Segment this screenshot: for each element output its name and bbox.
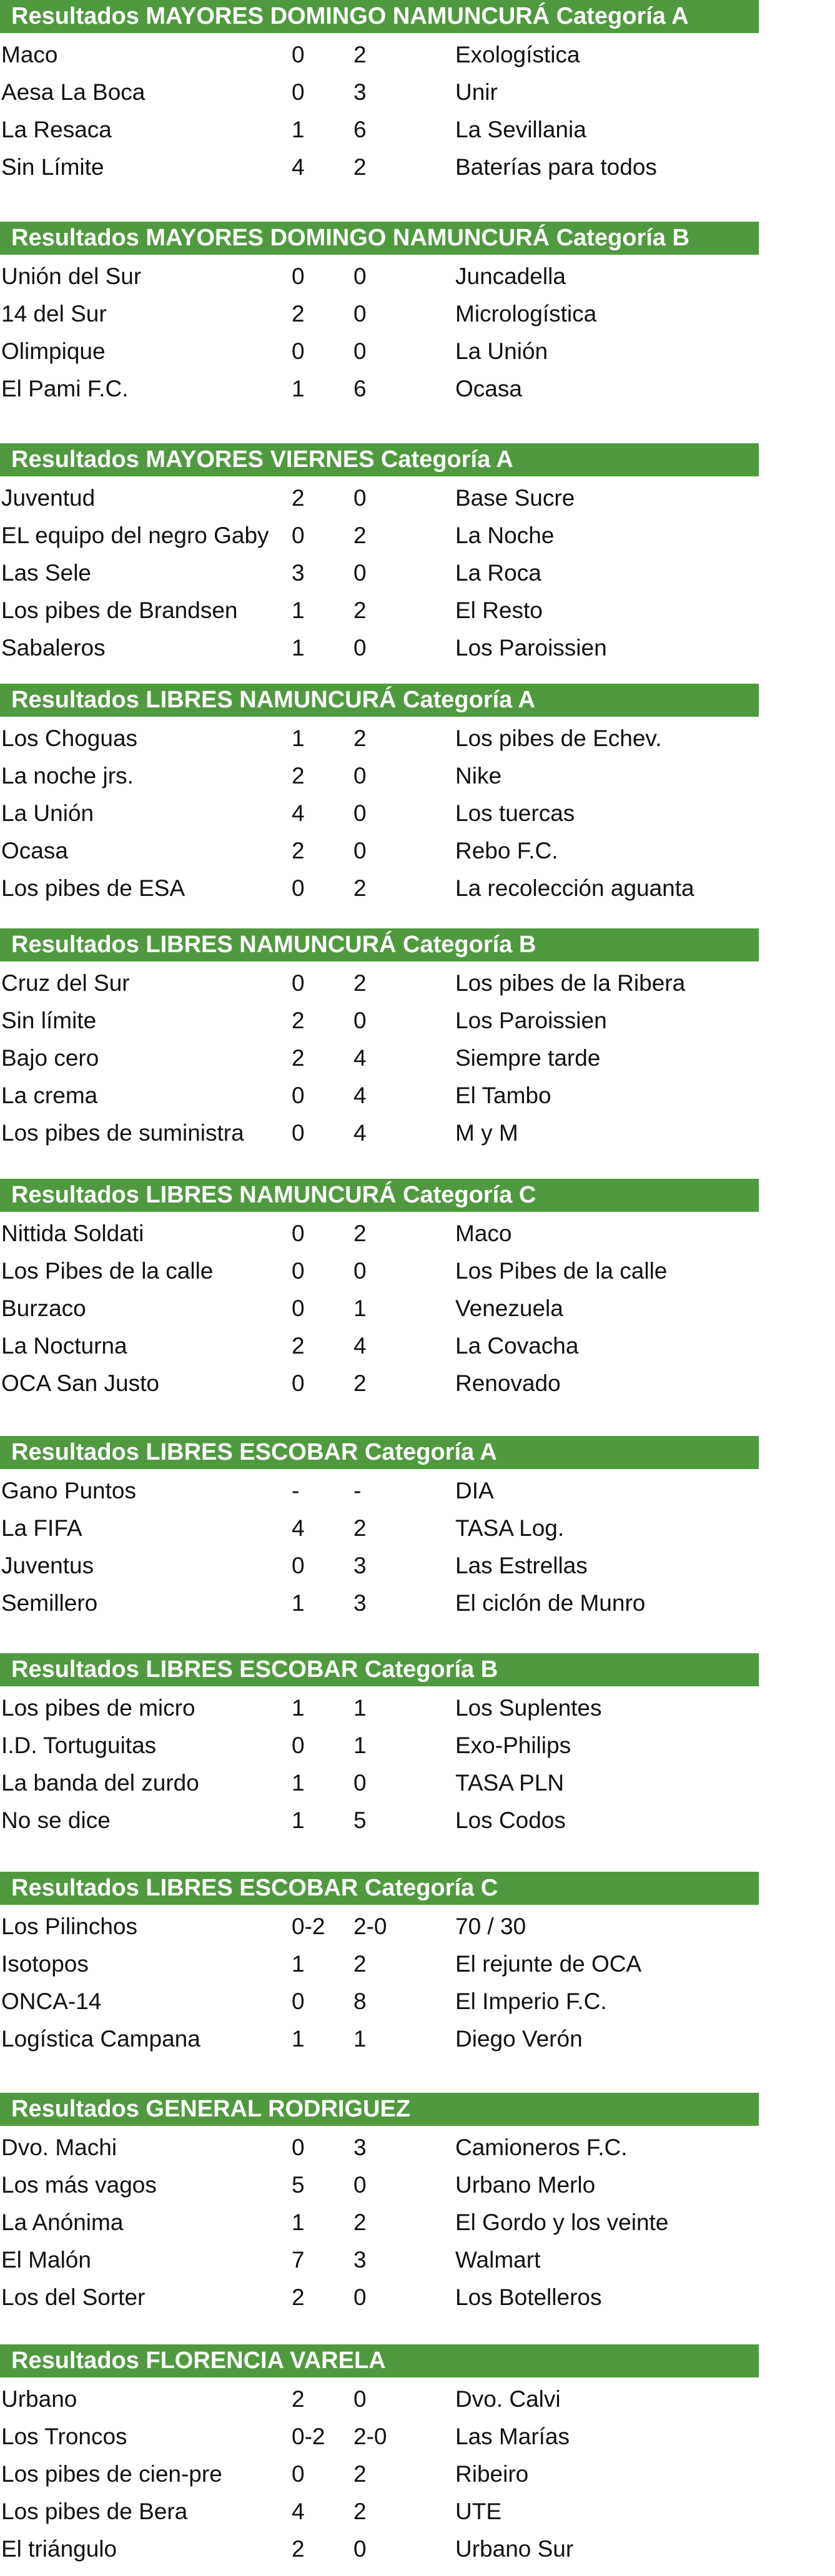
away-score: 0: [353, 560, 367, 586]
match-row: [0, 149, 835, 185]
home-team: Sin Límite: [1, 154, 104, 180]
match-row: [0, 37, 835, 73]
away-score: 4: [353, 1083, 367, 1108]
away-team: Maco: [455, 1221, 512, 1246]
away-team: La Noche: [455, 523, 555, 548]
home-score: 1: [292, 117, 305, 142]
home-score: 0: [292, 263, 305, 289]
home-team: El Pami F.C.: [1, 376, 129, 401]
away-team: Los pibes de la Ribera: [455, 970, 686, 996]
away-team: Siempre tarde: [455, 1045, 601, 1071]
home-score: 1: [292, 1807, 305, 1833]
home-team: Las Sele: [1, 560, 91, 586]
home-score: 0: [292, 2461, 305, 2487]
away-score: 2: [353, 2499, 367, 2524]
home-score: 0: [292, 2135, 305, 2160]
away-team: La recolección aguanta: [455, 875, 694, 901]
home-team: Logística Campana: [1, 2026, 200, 2052]
away-score: 2: [353, 970, 367, 996]
match-row: [0, 1909, 835, 1945]
results-section: [0, 1436, 835, 1616]
results-section: [0, 2093, 835, 2310]
home-team: Dvo. Machi: [1, 2135, 117, 2160]
home-team: La Resaca: [1, 117, 112, 142]
results-section: [0, 0, 835, 180]
away-team: Los Paroissien: [455, 1008, 607, 1033]
home-score: 5: [292, 2172, 305, 2198]
away-score: 2: [353, 2210, 367, 2235]
away-score: 0: [353, 838, 367, 863]
away-team: Ocasa: [455, 376, 522, 401]
away-team: Renovado: [455, 1370, 561, 1396]
home-score: 1: [292, 597, 305, 623]
home-score: 2: [292, 1008, 305, 1033]
home-score: 1: [292, 725, 305, 751]
home-score: 0-2: [292, 2424, 325, 2449]
home-score: 2: [292, 2284, 305, 2310]
match-row: [0, 758, 835, 794]
away-score: 3: [353, 2135, 367, 2160]
home-team: La FIFA: [1, 1515, 82, 1541]
results-section: [0, 443, 835, 661]
section-title: Resultados GENERAL RODRIGUEZ: [0, 2093, 759, 2126]
away-score: 0: [353, 2172, 367, 2198]
away-team: TASA Log.: [455, 1515, 565, 1541]
away-score: 1: [353, 1733, 367, 1758]
match-row: [0, 1040, 835, 1076]
results-section: [0, 1179, 835, 1396]
away-team: Rebo F.C.: [455, 838, 558, 863]
away-score: 2: [353, 597, 367, 623]
home-score: 1: [292, 2026, 305, 2052]
match-row: [0, 965, 835, 1001]
home-score: 1: [292, 635, 305, 661]
away-team: Los tuercas: [455, 800, 575, 826]
home-team: Los Pilinchos: [1, 1914, 138, 1939]
away-team: El Tambo: [455, 1083, 551, 1108]
away-team: Los Pibes de la calle: [455, 1258, 668, 1284]
home-team: No se dice: [1, 1807, 111, 1833]
away-score: 3: [353, 79, 367, 105]
away-score: 4: [353, 1120, 367, 1146]
away-team: La Sevillania: [455, 117, 586, 142]
away-team: Los Codos: [455, 1807, 566, 1833]
section-title: Resultados LIBRES ESCOBAR Categoría B: [0, 1653, 759, 1686]
match-row: [0, 1690, 835, 1726]
home-score: 3: [292, 560, 305, 586]
match-row: [0, 2494, 835, 2530]
away-team: Juncadella: [455, 263, 566, 289]
home-score: 0: [292, 338, 305, 364]
away-team: DIA: [455, 1478, 494, 1503]
away-score: 2: [353, 875, 367, 901]
match-row: [0, 371, 835, 407]
match-row: [0, 1290, 835, 1327]
away-score: 2-0: [353, 2424, 387, 2449]
home-score: 0: [292, 1553, 305, 1578]
home-team: Olimpique: [1, 338, 106, 364]
home-score: 0: [292, 42, 305, 67]
home-score: 1: [292, 1695, 305, 1721]
home-team: Los pibes de Brandsen: [1, 597, 238, 623]
home-team: Maco: [1, 42, 58, 67]
home-score: 0: [292, 523, 305, 548]
away-score: 0: [353, 301, 367, 327]
away-score: 2: [353, 1515, 367, 1541]
home-team: El triángulo: [1, 2536, 117, 2562]
away-score: 3: [353, 1590, 367, 1616]
away-score: 2: [353, 42, 367, 67]
away-team: Unir: [455, 79, 498, 105]
home-team: La banda del zurdo: [1, 1770, 199, 1796]
away-score: 6: [353, 117, 367, 142]
home-score: 0: [292, 1370, 305, 1396]
away-score: 1: [353, 1295, 367, 1321]
away-score: 0: [353, 635, 367, 661]
away-team: El rejunte de OCA: [455, 1951, 642, 1977]
section-title: Resultados LIBRES NAMUNCURÁ Categoría C: [0, 1179, 759, 1212]
away-score: 8: [353, 1989, 367, 2014]
match-row: [0, 480, 835, 516]
home-score: 0: [292, 1295, 305, 1321]
away-team: El Gordo y los veinte: [455, 2210, 669, 2235]
home-score: 1: [292, 2210, 305, 2235]
results-section: [0, 684, 835, 901]
home-score: 4: [292, 2499, 305, 2524]
home-score: 2: [292, 485, 305, 511]
away-team: Diego Verón: [455, 2026, 583, 2052]
home-score: -: [292, 1478, 300, 1503]
match-row: [0, 2279, 835, 2316]
match-row: [0, 1473, 835, 1509]
away-team: Urbano Merlo: [455, 2172, 596, 2198]
results-section: [0, 2344, 835, 2562]
home-score: 0: [292, 875, 305, 901]
home-team: ONCA-14: [1, 1989, 102, 2014]
home-score: 2: [292, 301, 305, 327]
home-score: 1: [292, 1770, 305, 1796]
section-title: Resultados FLORENCIA VARELA: [0, 2344, 759, 2377]
match-row: [0, 2242, 835, 2278]
section-title: Resultados MAYORES DOMINGO NAMUNCURÁ Categoría B: [0, 222, 759, 255]
match-row: [0, 1078, 835, 1114]
away-score: 2-0: [353, 1914, 387, 1939]
away-team: Urbano Sur: [455, 2536, 574, 2562]
match-row: [0, 720, 835, 757]
away-team: Exologística: [455, 42, 580, 67]
away-score: 2: [353, 1221, 367, 1246]
match-row: [0, 2167, 835, 2203]
home-score: 1: [292, 1590, 305, 1616]
match-row: [0, 1946, 835, 1982]
home-score: 4: [292, 1515, 305, 1541]
away-team: Los pibes de Echev.: [455, 725, 662, 751]
away-team: Micrologística: [455, 301, 597, 327]
away-score: 2: [353, 725, 367, 751]
away-team: Venezuela: [455, 1295, 563, 1321]
match-row: [0, 870, 835, 907]
home-score: 4: [292, 800, 305, 826]
away-score: 0: [353, 338, 367, 364]
away-score: 3: [353, 2247, 367, 2273]
home-team: Los pibes de micro: [1, 1695, 195, 1721]
away-score: 2: [353, 1951, 367, 1977]
away-score: 0: [353, 2386, 367, 2412]
home-team: Semillero: [1, 1590, 98, 1616]
home-score: 0: [292, 1221, 305, 1246]
home-score: 0: [292, 1258, 305, 1284]
away-team: El ciclón de Munro: [455, 1590, 646, 1616]
home-score: 4: [292, 154, 305, 180]
match-row: [0, 1510, 835, 1546]
home-team: Unión del Sur: [1, 263, 142, 289]
home-score: 0: [292, 1120, 305, 1146]
home-team: El Malón: [1, 2247, 91, 2273]
match-row: [0, 333, 835, 370]
away-score: 0: [353, 1258, 367, 1284]
home-team: La Nocturna: [1, 1333, 127, 1359]
section-title: Resultados LIBRES ESCOBAR Categoría A: [0, 1436, 759, 1469]
away-score: 3: [353, 1553, 367, 1578]
away-team: M y M: [455, 1120, 518, 1146]
match-row: [0, 795, 835, 832]
home-team: OCA San Justo: [1, 1370, 159, 1396]
home-team: Sin límite: [1, 1008, 97, 1033]
away-score: 1: [353, 2026, 367, 2052]
match-row: [0, 1984, 835, 2020]
away-score: 5: [353, 1807, 367, 1833]
away-team: El Resto: [455, 597, 543, 623]
section-title: Resultados MAYORES DOMINGO NAMUNCURÁ Categoría A: [0, 0, 759, 33]
home-team: Aesa La Boca: [1, 79, 146, 105]
away-team: Las Marías: [455, 2424, 570, 2449]
away-score: 2: [353, 2461, 367, 2487]
away-score: 4: [353, 1045, 367, 1071]
match-row: [0, 555, 835, 591]
away-score: 0: [353, 1770, 367, 1796]
away-team: Dvo. Calvi: [455, 2386, 561, 2412]
match-row: [0, 2419, 835, 2455]
match-row: [0, 592, 835, 629]
home-team: Cruz del Sur: [1, 970, 130, 996]
section-title: Resultados MAYORES VIERNES Categoría A: [0, 443, 759, 476]
home-team: Los Choguas: [1, 725, 138, 751]
match-row: [0, 518, 835, 554]
home-team: Urbano: [1, 2386, 77, 2412]
home-team: I.D. Tortuguitas: [1, 1733, 157, 1758]
away-score: 0: [353, 263, 367, 289]
home-team: Los pibes de suministra: [1, 1120, 244, 1146]
away-team: Base Sucre: [455, 485, 575, 511]
away-score: 0: [353, 763, 367, 789]
results-section: [0, 222, 835, 401]
home-score: 7: [292, 2247, 305, 2273]
match-row: [0, 112, 835, 148]
home-team: Isotopos: [1, 1951, 89, 1977]
away-score: 0: [353, 800, 367, 826]
home-team: Bajo cero: [1, 1045, 99, 1071]
home-team: Juventud: [1, 485, 96, 511]
away-score: 1: [353, 1695, 367, 1721]
away-team: TASA PLN: [455, 1770, 565, 1796]
match-row: [0, 2205, 835, 2241]
away-team: Los Paroissien: [455, 635, 607, 661]
home-score: 2: [292, 2536, 305, 2562]
home-team: Ocasa: [1, 838, 68, 863]
away-team: 70 / 30: [455, 1914, 526, 1939]
home-team: Gano Puntos: [1, 1478, 136, 1503]
match-row: [0, 1216, 835, 1252]
match-row: [0, 1115, 835, 1151]
away-team: El Imperio F.C.: [455, 1989, 607, 2014]
away-score: -: [353, 1478, 362, 1503]
home-team: Los pibes de Bera: [1, 2499, 188, 2524]
away-team: La Unión: [455, 338, 548, 364]
away-team: Exo-Philips: [455, 1733, 571, 1758]
away-score: 2: [353, 523, 367, 548]
home-team: Sabaleros: [1, 635, 106, 661]
away-team: Walmart: [455, 2247, 541, 2273]
away-score: 0: [353, 2284, 367, 2310]
home-team: 14 del Sur: [1, 301, 107, 327]
home-score: 0: [292, 970, 305, 996]
home-team: La crema: [1, 1083, 98, 1108]
match-row: [0, 1365, 835, 1402]
home-score: 1: [292, 376, 305, 401]
home-score: 0: [292, 1083, 305, 1108]
home-score: 0: [292, 1733, 305, 1758]
home-score: 2: [292, 838, 305, 863]
away-team: Ribeiro: [455, 2461, 529, 2487]
section-title: Resultados LIBRES NAMUNCURÁ Categoría B: [0, 928, 759, 961]
away-score: 2: [353, 1370, 367, 1396]
home-team: Los pibes de cien-pre: [1, 2461, 222, 2487]
section-title: Resultados LIBRES NAMUNCURÁ Categoría A: [0, 684, 759, 717]
home-team: La Unión: [1, 800, 94, 826]
away-team: Los Botelleros: [455, 2284, 602, 2310]
home-team: Burzaco: [1, 1295, 86, 1321]
section-title: Resultados LIBRES ESCOBAR Categoría C: [0, 1872, 759, 1905]
match-row: [0, 833, 835, 869]
away-team: La Roca: [455, 560, 541, 586]
match-row: [0, 1548, 835, 1584]
away-team: UTE: [455, 2499, 501, 2524]
away-score: 6: [353, 376, 367, 401]
match-row: [0, 1802, 835, 1839]
home-team: La noche jrs.: [1, 763, 134, 789]
match-row: [0, 258, 835, 295]
home-team: Los Pibes de la calle: [1, 1258, 214, 1284]
match-row: [0, 1253, 835, 1289]
away-team: Baterías para todos: [455, 154, 657, 180]
results-section: [0, 1653, 835, 1833]
match-row: [0, 2381, 835, 2417]
home-team: Juventus: [1, 1553, 94, 1578]
home-score: 0: [292, 79, 305, 105]
home-score: 1: [292, 1951, 305, 1977]
match-row: [0, 1328, 835, 1364]
home-team: Los del Sorter: [1, 2284, 146, 2310]
match-row: [0, 2021, 835, 2057]
match-row: [0, 74, 835, 111]
home-score: 2: [292, 763, 305, 789]
home-score: 2: [292, 2386, 305, 2412]
home-score: 0-2: [292, 1914, 325, 1939]
match-row: [0, 1003, 835, 1039]
match-row: [0, 630, 835, 666]
home-team: Los pibes de ESA: [1, 875, 185, 901]
match-row: [0, 1765, 835, 1801]
home-score: 2: [292, 1045, 305, 1071]
home-team: Los más vagos: [1, 2172, 157, 2198]
home-team: EL equipo del negro Gaby: [1, 523, 269, 548]
home-team: Los Troncos: [1, 2424, 127, 2449]
home-team: La Anónima: [1, 2210, 124, 2235]
match-row: [0, 2130, 835, 2166]
match-row: [0, 1728, 835, 1764]
away-team: Camioneros F.C.: [455, 2135, 628, 2160]
away-score: 4: [353, 1333, 367, 1359]
away-team: Los Suplentes: [455, 1695, 602, 1721]
away-score: 0: [353, 2536, 367, 2562]
away-score: 2: [353, 154, 367, 180]
home-score: 0: [292, 1989, 305, 2014]
away-score: 0: [353, 485, 367, 511]
away-team: Nike: [455, 763, 502, 789]
match-row: [0, 296, 835, 332]
home-score: 2: [292, 1333, 305, 1359]
away-team: Las Estrellas: [455, 1553, 588, 1578]
results-section: [0, 1872, 835, 2052]
away-score: 0: [353, 1008, 367, 1033]
home-team: Nittida Soldati: [1, 1221, 144, 1246]
results-section: [0, 928, 835, 1146]
match-row: [0, 2456, 835, 2492]
match-row: [0, 2531, 835, 2567]
match-row: [0, 1585, 835, 1621]
away-team: La Covacha: [455, 1333, 579, 1359]
